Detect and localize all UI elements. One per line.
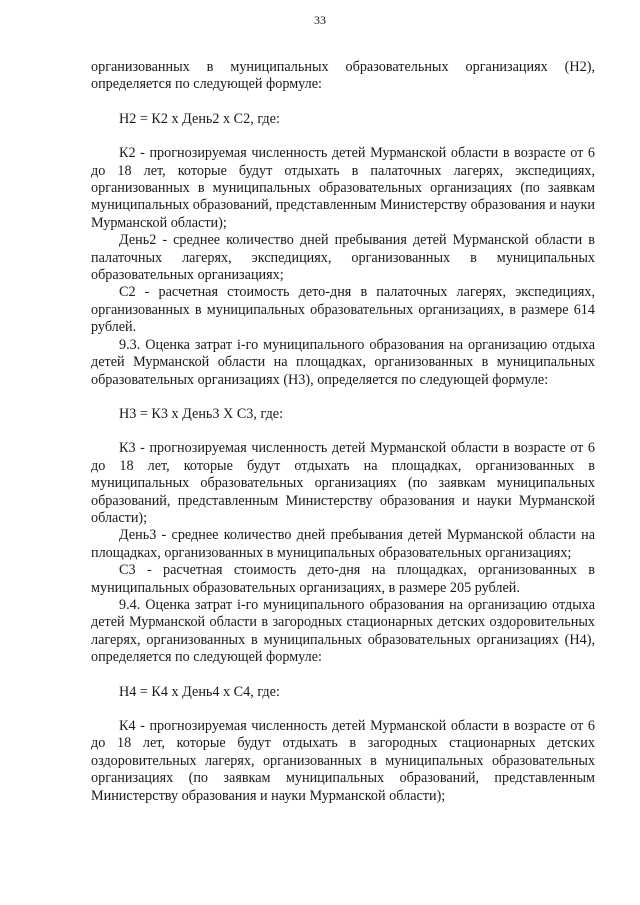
definition-k3: К3 - прогнозируемая численность детей Мурманской области в возрасте от 6 до 18 лет, которые будут отдыхать на площадках, организованных в муниципальных образовательных организациях (по заявкам муниципальных образований, представленным Министерству образования и науки Мурманской области); bbox=[91, 440, 595, 526]
formula-h2: Н2 = К2 х День2 х С2, где: bbox=[119, 110, 280, 127]
definition-k2: К2 - прогнозируемая численность детей Мурманской области в возрасте от 6 до 18 лет, которые будут отдыхать в палаточных лагерях, экспедициях, организованных в муниципальных образовательных организациях (по заявкам муниципальных образований, представленным Министерству образования и науки Мурманской области); bbox=[91, 145, 595, 231]
formula-h4: Н4 = К4 х День4 х С4, где: bbox=[119, 683, 280, 700]
section-9-3: 9.3. Оценка затрат i-го муниципального образования на организацию отдыха детей Мурманской области на площадках, организованных в муниципальных образовательных организациях (Н3), определяется по следующей формуле: bbox=[91, 336, 595, 388]
paragraph-continuation: организованных в муниципальных образовательных организациях (Н2), определяется по следующей формуле: bbox=[91, 59, 595, 93]
page-number: 33 bbox=[314, 13, 326, 27]
definition-day2: День2 - среднее количество дней пребывания детей Мурманской области в палаточных лагерях, экспедициях, организованных в муниципальных образовательных организациях; bbox=[91, 232, 595, 284]
definition-day3: День3 - среднее количество дней пребывания детей Мурманской области на площадках, организованных в муниципальных образовательных организациях; bbox=[91, 527, 595, 561]
document-body bbox=[91, 59, 595, 805]
definition-c3: С3 - расчетная стоимость дето-дня на площадках, организованных в муниципальных образовательных организациях, в размере 205 рублей. bbox=[91, 562, 595, 596]
formula-h3: Н3 = К3 х День3 Х С3, где: bbox=[119, 405, 284, 422]
definition-k4: К4 - прогнозируемая численность детей Мурманской области в возрасте от 6 до 18 лет, которые будут отдыхать в загородных стационарных детских оздоровительных лагерях, организованных в муниципальных образовательных организациях (по заявкам муниципальных образований, представленным Министерству образования и науки Мурманской области); bbox=[91, 718, 595, 804]
section-9-4: 9.4. Оценка затрат i-го муниципального образования на организацию отдыха детей Мурманской области в загородных стационарных детских оздоровительных лагерях, организованных в муниципальных образовательных организациях (Н4), определяется по следующей формуле: bbox=[91, 596, 595, 666]
definition-c2: С2 - расчетная стоимость дето-дня в палаточных лагерях, экспедициях, организованных в муниципальных образовательных организациях, в размере 614 рублей. bbox=[91, 284, 595, 336]
